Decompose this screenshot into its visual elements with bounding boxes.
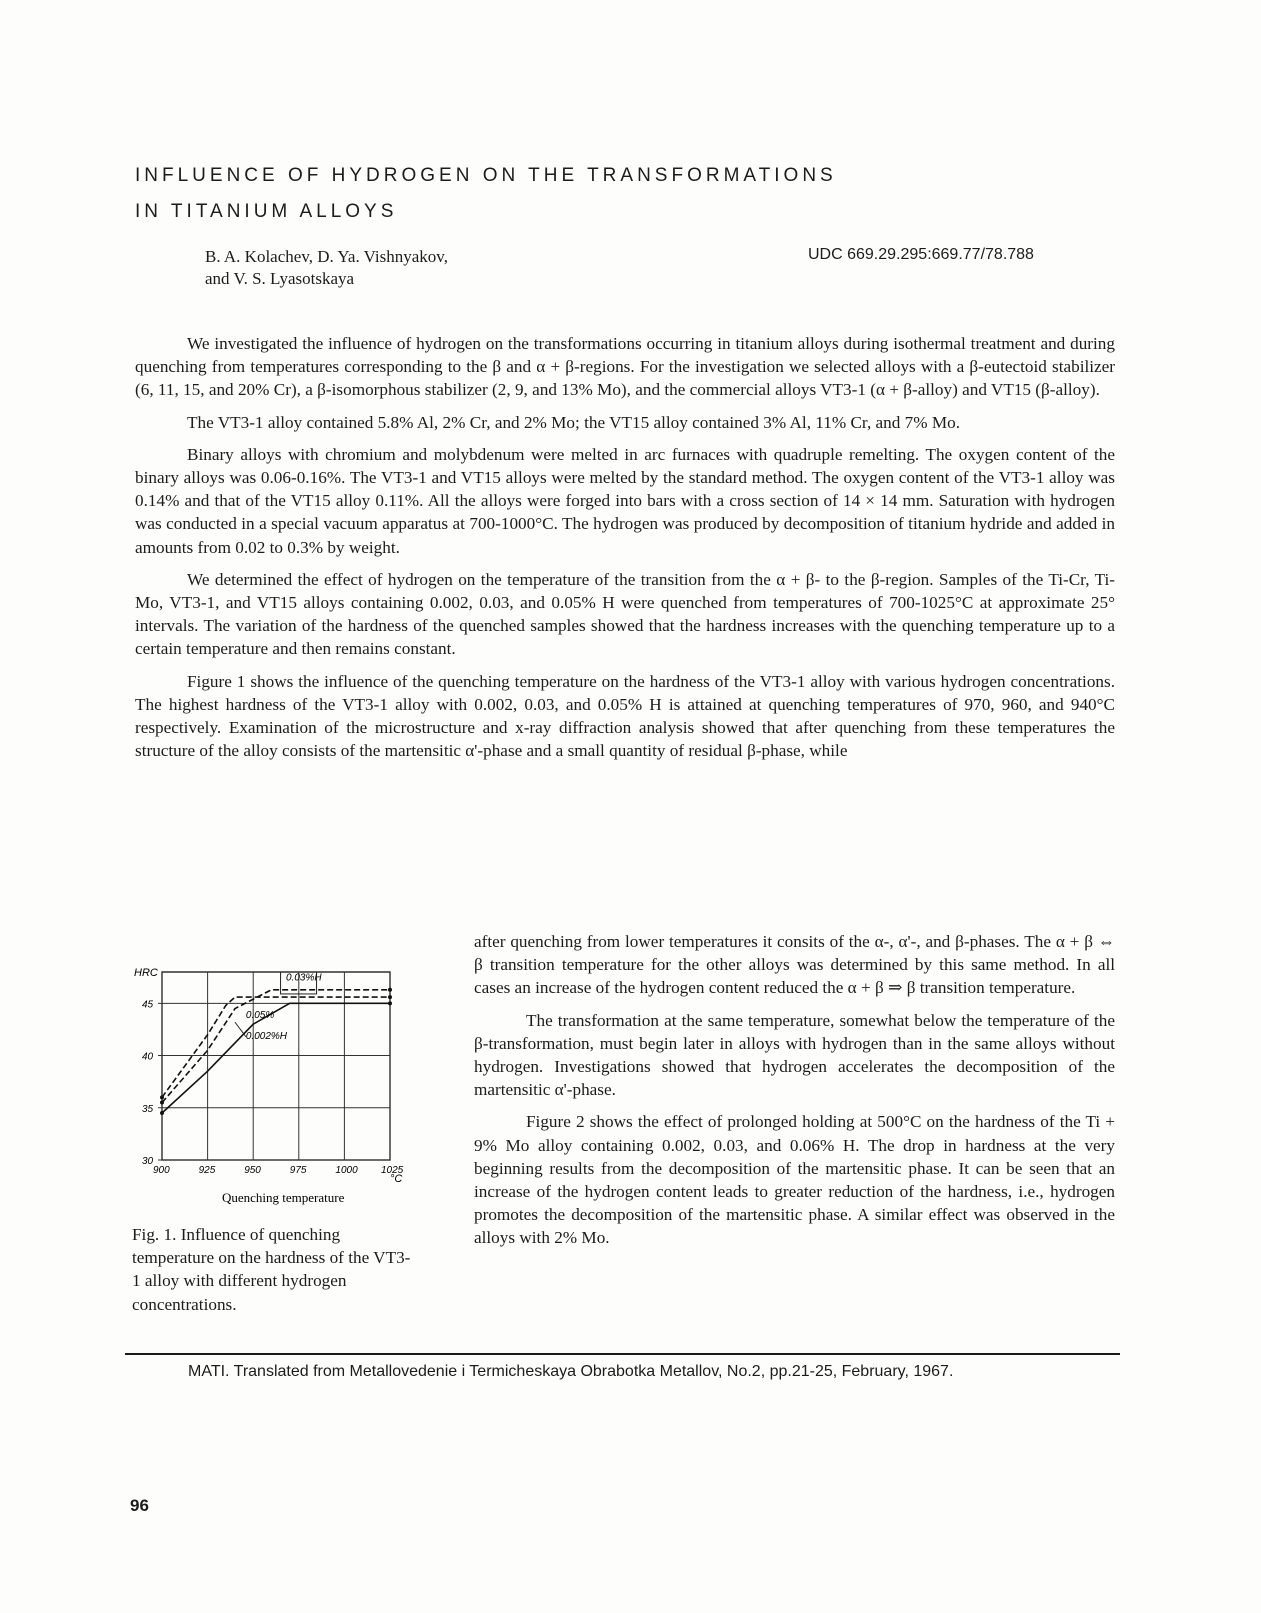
x-tick-label: 1025 — [381, 1165, 404, 1176]
hardness-chart — [132, 960, 417, 1210]
plot-frame — [162, 972, 390, 1160]
right-column — [474, 930, 1115, 1259]
series-line-2 — [162, 1003, 390, 1113]
series-label-2: 0.002%H — [245, 1030, 288, 1042]
y-tick-label: 30 — [142, 1156, 154, 1167]
footnote: MATI. Translated from Metallovedenie i Termicheskaya Obrabotka Metallov, No.2, pp.21-25, February, 1967. — [188, 1363, 954, 1380]
paragraph-4: We determined the effect of hydrogen on the temperature of the transition from the α + β- to the β-region. Samples of the Ti-Cr, Ti-Mo, VT3-1, and VT15 alloys containing 0.002, 0.03, and 0.05% H were quenched from temperatures of 700-1025°C at approximate 25° intervals. The variation of the hardness of the quenched samples showed that the hardness increases with the quenching temperature up to a certain temperature and then remains constant. — [135, 569, 1115, 659]
article-title — [135, 158, 1095, 230]
chart-grid — [158, 972, 390, 1160]
x-tick-label: 1000 — [335, 1165, 358, 1176]
y-tick-label: 35 — [142, 1103, 154, 1115]
figure-1 — [132, 960, 422, 1316]
page-number: 96 — [130, 1496, 149, 1515]
x-tick-label: 950 — [244, 1165, 261, 1176]
right-paragraph-2: The transformation at the same temperature, somewhat below the temperature of the β-transformation, must begin later in alloys with hydrogen than in the same alloys without hydrogen. Investigations showed that hydrogen accelerates the decomposition of the martensitic α'-phase. — [474, 1010, 1115, 1100]
footnote-divider — [125, 1353, 1120, 1355]
label-leader — [235, 1022, 246, 1037]
title-line-1: INFLUENCE OF HYDROGEN ON THE TRANSFORMATIONS — [135, 165, 837, 186]
paragraph-1: We investigated the influence of hydrogen on the transformations occurring in titanium alloys during isothermal treatment and during quenching from temperatures corresponding to the β and α + β-regions. For the investigation we selected alloys with a β-eutectoid stabilizer (6, 11, 15, and 20% Cr), a β-isomorphous stabilizer (2, 9, and 13% Mo), and the commercial alloys VT3-1 (α + β-alloy) and VT15 (β-alloy). — [135, 334, 1115, 400]
main-body — [135, 332, 1115, 771]
series-point — [388, 995, 392, 999]
figure-caption: Fig. 1. Influence of quenching temperature on the hardness of the VT3-1 alloy with different hydrogen concentrations. — [132, 1225, 411, 1314]
authors-line-1: B. A. Kolachev, D. Ya. Vishnyakov, — [205, 247, 448, 266]
chart-ticks — [142, 999, 404, 1176]
title-line-2: IN TITANIUM ALLOYS — [135, 201, 398, 222]
y-tick-label: 40 — [142, 1051, 154, 1063]
series-point — [160, 1101, 164, 1105]
x-axis-label: Quenching temperature — [222, 1190, 345, 1205]
x-tick-label: 975 — [289, 1165, 307, 1176]
series-point — [160, 1111, 164, 1115]
series-point — [388, 988, 392, 992]
x-axis-unit: °C — [390, 1173, 403, 1185]
series-label-1: 0.05% — [245, 1009, 275, 1021]
paragraph-2: The VT3-1 alloy contained 5.8% Al, 2% Cr, and 2% Mo; the VT15 alloy contained 3% Al, 11% Cr, and 7% Mo. — [187, 412, 961, 432]
series-labels — [235, 972, 322, 1042]
series-label-0: 0.03%H — [286, 972, 322, 984]
paragraph-5: Figure 1 shows the influence of the quenching temperature on the hardness of the VT3-1 alloy with various hydrogen concentrations. The highest hardness of the VT3-1 alloy with 0.002, 0.03, and 0.05% H is attained at quenching temperatures of 970, 960, and 940°C respectively. Examination of the microstructure and x-ray diffraction analysis showed that after quenching from these temperatures the structure of the alloy consists of the martensitic α'-phase and a small quantity of residual β-phase, while — [135, 671, 1115, 761]
series-point — [388, 1001, 392, 1005]
series-point — [160, 1095, 164, 1099]
authors-line-2: and V. S. Lyasotskaya — [205, 269, 355, 288]
udc-code: UDC 669.29.295:669.77/78.788 — [808, 246, 1034, 263]
authors — [205, 246, 645, 290]
y-tick-label: 45 — [142, 999, 154, 1011]
y-axis-label: HRC — [134, 967, 158, 979]
chart-lines — [160, 988, 392, 1115]
paragraph-3: Binary alloys with chromium and molybdenum were melted in arc furnaces with quadruple remelting. The oxygen content of the binary alloys was 0.06-0.16%. The VT3-1 and VT15 alloys were melted by the standard method. The oxygen content of the VT3-1 alloy was 0.14% and that of the VT15 alloy 0.11%. All the alloys were forged into bars with a cross section of 14 × 14 mm. Saturation with hydrogen was conducted in a special vacuum apparatus at 700-1000°C. The hydrogen was produced by decomposition of titanium hydride and added in amounts from 0.02 to 0.3% by weight. — [135, 444, 1115, 557]
x-tick-label: 900 — [153, 1165, 170, 1176]
right-paragraph-3: Figure 2 shows the effect of prolonged holding at 500°C on the hardness of the Ti + 9% Mo alloy containing 0.002, 0.03, and 0.06% H. The drop in hardness at the very beginning results from the decomposition of the martensitic phase. It can be seen that an increase of the hydrogen content leads to greater reduction of the hardness, i.e., hydrogen promotes the decomposition of the martensitic phase. A similar effect was observed in the alloys with 2% Mo. — [474, 1112, 1115, 1248]
series-line-0 — [162, 990, 390, 1103]
x-tick-label: 925 — [198, 1165, 216, 1176]
right-paragraph-1: after quenching from lower temperatures it consits of the α-, α'-, and β-phases. The α + β ⇔ β transition temperature for the other alloys was determined by this same method. In all cases an increase of the hydrogen content reduced the α + β ⇒ β transition temperature. — [474, 932, 1115, 998]
